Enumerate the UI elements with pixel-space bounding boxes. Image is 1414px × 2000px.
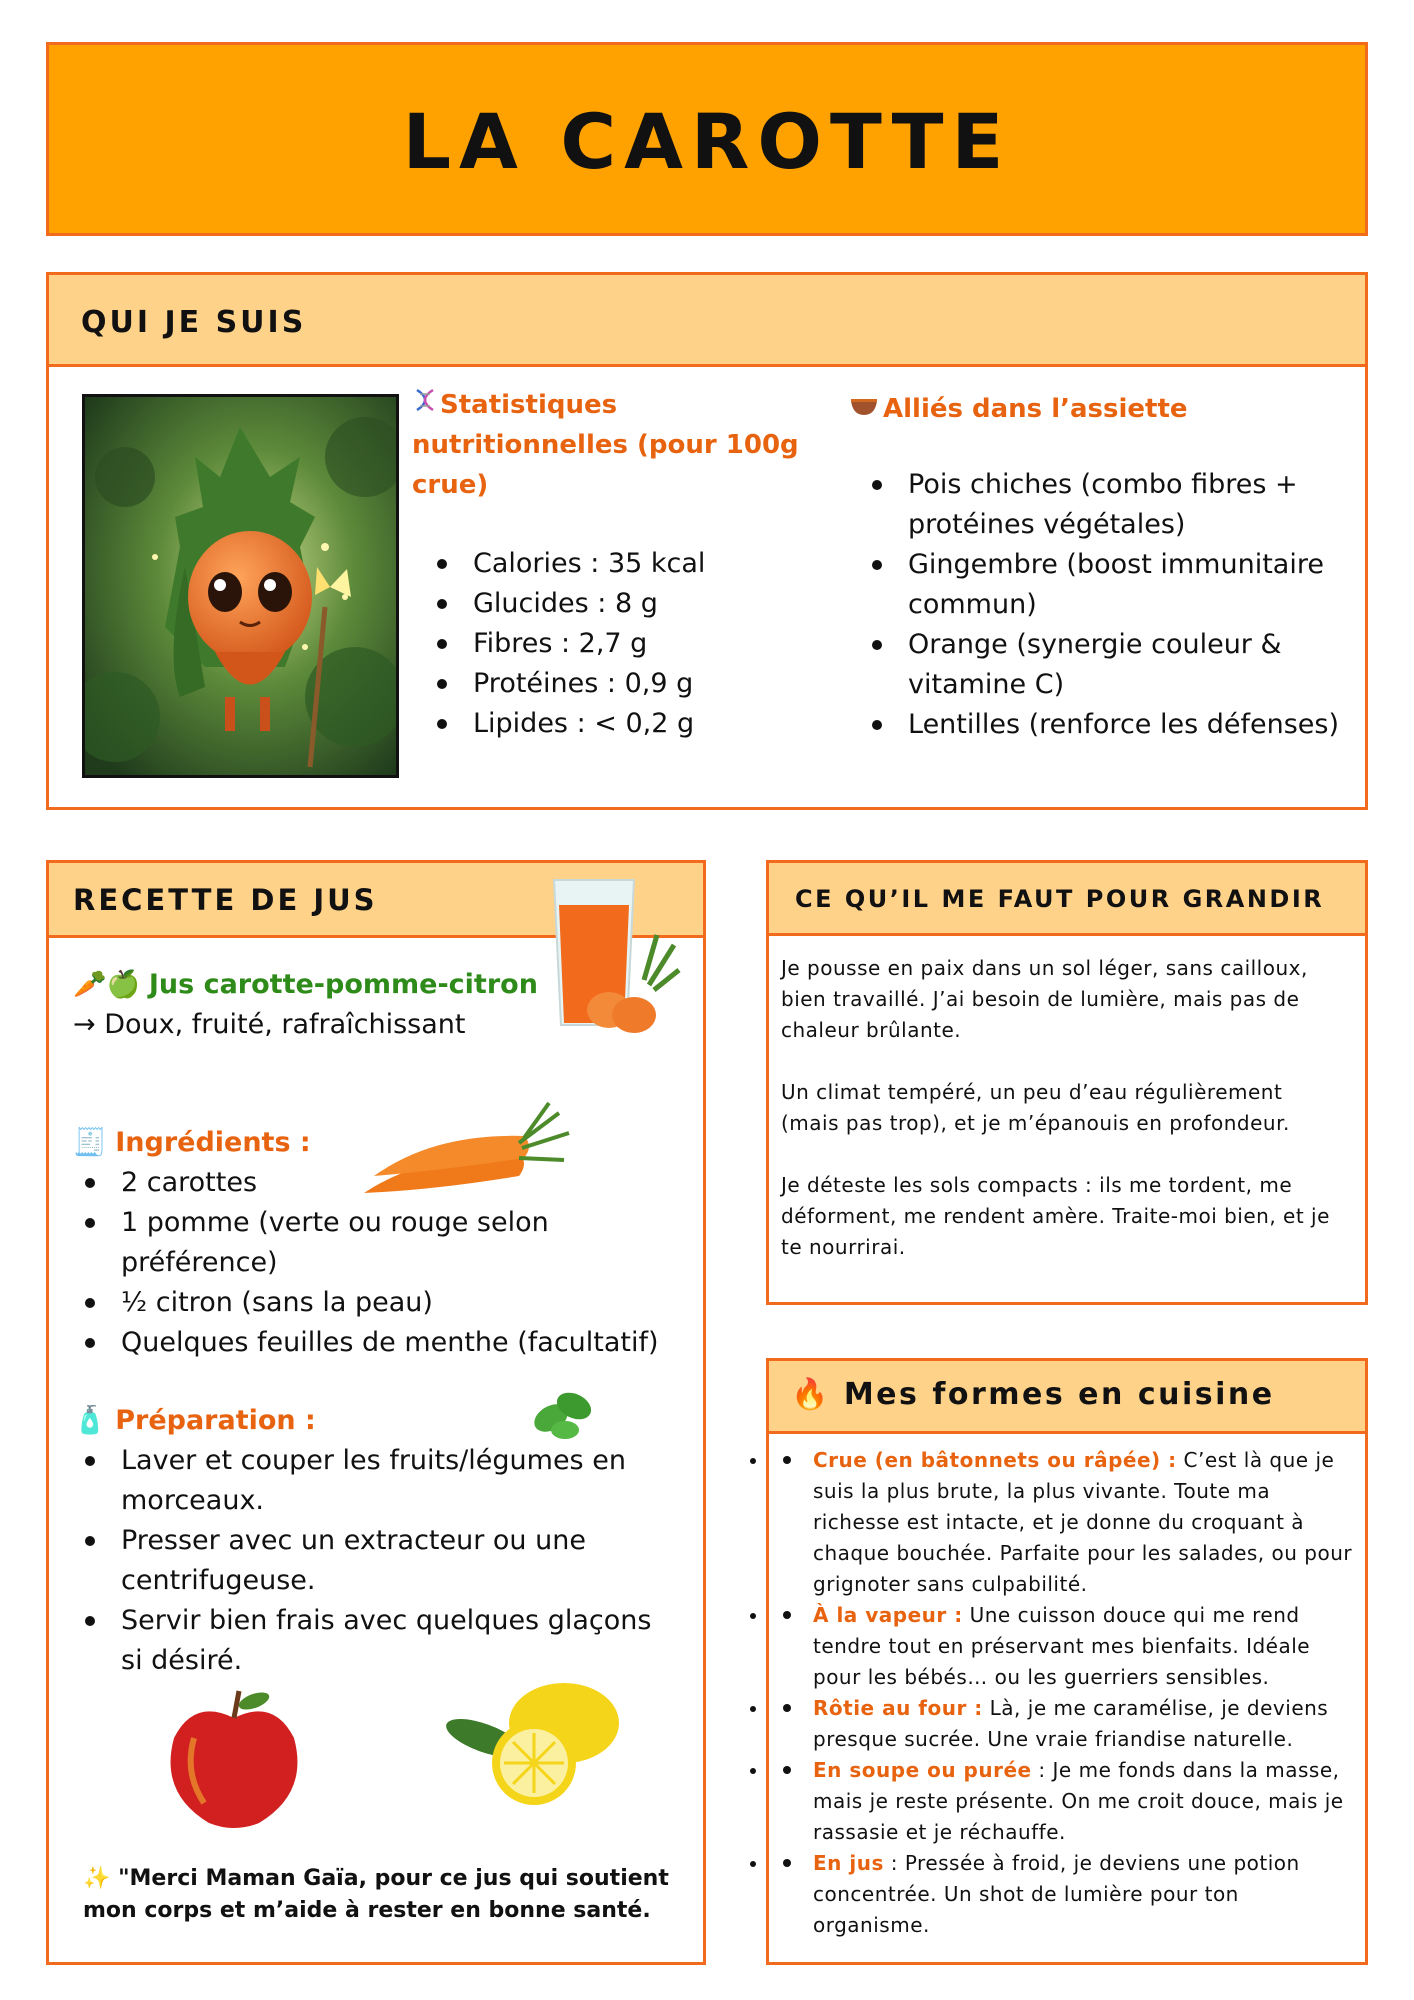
- stats-title: [412, 385, 802, 505]
- list-item: [769, 1755, 1359, 1848]
- grandir-text: [781, 953, 1341, 1263]
- carrots-illustration: [354, 1098, 574, 1208]
- list-item: Fibres : 2,7 g: [425, 624, 805, 664]
- ingredients-title: Ingrédients :: [115, 1127, 311, 1158]
- formes-header: [769, 1361, 1365, 1434]
- sparkles-icon: ✨: [83, 1866, 111, 1891]
- list-item: ½ citron (sans la peau): [73, 1283, 673, 1323]
- prep-list: [73, 1441, 673, 1681]
- stats-list: [425, 544, 805, 744]
- fire-icon: 🔥: [791, 1377, 831, 1412]
- grandir-heading: CE QU’IL ME FAUT POUR GRANDIR: [795, 885, 1325, 913]
- quote: [83, 1863, 683, 1927]
- list-item: [769, 1445, 1359, 1600]
- paragraph: Un climat tempéré, un peu d’eau régulièrement (mais pas trop), et je m’épanouis en profondeur.: [781, 1080, 1290, 1135]
- allies-list: [860, 465, 1340, 745]
- ingredients-title-line: [73, 1123, 311, 1163]
- recette-heading: RECETTE DE JUS: [73, 883, 378, 917]
- item-text: Une cuisson douce qui me rend tendre tout en préservant mes bienfaits. Idéale pour les bébés… ou les guerriers sensibles.: [813, 1603, 1311, 1689]
- quote-text: "Merci Maman Gaïa, pour ce jus qui soutient mon corps et m’aide à rester en bonne santé.: [83, 1866, 669, 1923]
- bottle-icon: 🧴: [73, 1405, 107, 1436]
- juice-tagline: → Doux, fruité, rafraîchissant: [73, 1009, 466, 1040]
- qui-je-suis-heading: QUI JE SUIS: [81, 305, 307, 340]
- paragraph: Je pousse en paix dans un sol léger, sans cailloux, bien travaillé. J’ai besoin de lumière, mais pas de chaleur brûlante.: [781, 956, 1308, 1042]
- list-item: [769, 1600, 1359, 1693]
- formes-heading: Mes formes en cuisine: [843, 1377, 1275, 1412]
- lemon-illustration: [434, 1678, 634, 1818]
- juice-glass-illustration: [539, 875, 684, 1035]
- list-item: Pois chiches (combo fibres + protéines végétales): [860, 465, 1340, 545]
- paragraph: Je déteste les sols compacts : ils me tordent, me déforment, me rendent amère. Traite-moi bien, et je te nourrirai.: [781, 1173, 1330, 1259]
- receipt-icon: 🧾: [73, 1127, 107, 1158]
- list-item: [769, 1848, 1359, 1941]
- title-banner: [46, 42, 1368, 236]
- allies-title-text: Alliés dans l’assiette: [883, 394, 1188, 424]
- list-item: Servir bien frais avec quelques glaçons si désiré.: [73, 1601, 673, 1681]
- carrot-character-illustration: [82, 394, 399, 778]
- carrot-apple-icon: 🥕🍏: [73, 969, 141, 1000]
- list-item: Quelques feuilles de menthe (facultatif): [73, 1323, 673, 1363]
- list-item: Laver et couper les fruits/légumes en morceaux.: [73, 1441, 673, 1521]
- list-item: [769, 1693, 1359, 1755]
- item-text: Là, je me caramélise, je deviens presque sucrée. Une vraie friandise naturelle.: [813, 1696, 1329, 1751]
- juice-name: Jus carotte-pomme-citron: [148, 969, 538, 1000]
- item-text: : Je me fonds dans la masse, mais je reste présente. On me croit douce, mais je rassasie et je réchauffe.: [813, 1758, 1344, 1844]
- list-item: Protéines : 0,9 g: [425, 664, 805, 704]
- list-item: Lipides : < 0,2 g: [425, 704, 805, 744]
- list-item: Calories : 35 kcal: [425, 544, 805, 584]
- list-item: Glucides : 8 g: [425, 584, 805, 624]
- allies-title: [849, 389, 1329, 429]
- qui-je-suis-header: [49, 275, 1365, 367]
- list-item: Lentilles (renforce les défenses): [860, 705, 1340, 745]
- page-title: LA CAROTTE: [402, 97, 1012, 186]
- grandir-header: [769, 863, 1365, 936]
- item-label: En jus: [813, 1851, 884, 1875]
- stats-title-text: Statistiques nutritionnelles (pour 100g crue): [412, 390, 799, 500]
- mint-illustration: [529, 1378, 599, 1448]
- list-item: 1 pomme (verte ou rouge selon préférence): [73, 1203, 673, 1283]
- item-label: En soupe ou purée: [813, 1758, 1032, 1782]
- dna-icon: [412, 385, 440, 425]
- qui-je-suis-section: [46, 272, 1368, 810]
- bowl-icon: [849, 389, 883, 429]
- item-text: : Pressée à froid, je deviens une potion concentrée. Un shot de lumière pour ton organisme.: [813, 1851, 1300, 1937]
- item-label: À la vapeur :: [813, 1603, 963, 1627]
- list-item: Presser avec un extracteur ou une centrifugeuse.: [73, 1521, 673, 1601]
- recette-section: [46, 860, 706, 1965]
- apple-illustration: [154, 1683, 314, 1833]
- juice-name-line: [73, 965, 538, 1005]
- prep-title: Préparation :: [115, 1405, 316, 1436]
- formes-section: [766, 1358, 1368, 1965]
- grandir-section: [766, 860, 1368, 1305]
- item-label: Crue (en bâtonnets ou râpée) :: [813, 1448, 1177, 1472]
- list-item: 2 carottes: [73, 1163, 673, 1203]
- prep-title-line: [73, 1401, 316, 1441]
- formes-list: [769, 1445, 1359, 1941]
- list-item: Gingembre (boost immunitaire commun): [860, 545, 1340, 625]
- formes-heading-line: [791, 1377, 1275, 1412]
- list-item: Orange (synergie couleur & vitamine C): [860, 625, 1340, 705]
- item-text: C’est là que je suis la plus brute, la plus vivante. Toute ma richesse est intacte, et je donne du croquant à chaque bouchée. Parfaite pour les salades, ou pour grignoter sans culpabilité.: [813, 1448, 1353, 1596]
- item-label: Rôtie au four :: [813, 1696, 983, 1720]
